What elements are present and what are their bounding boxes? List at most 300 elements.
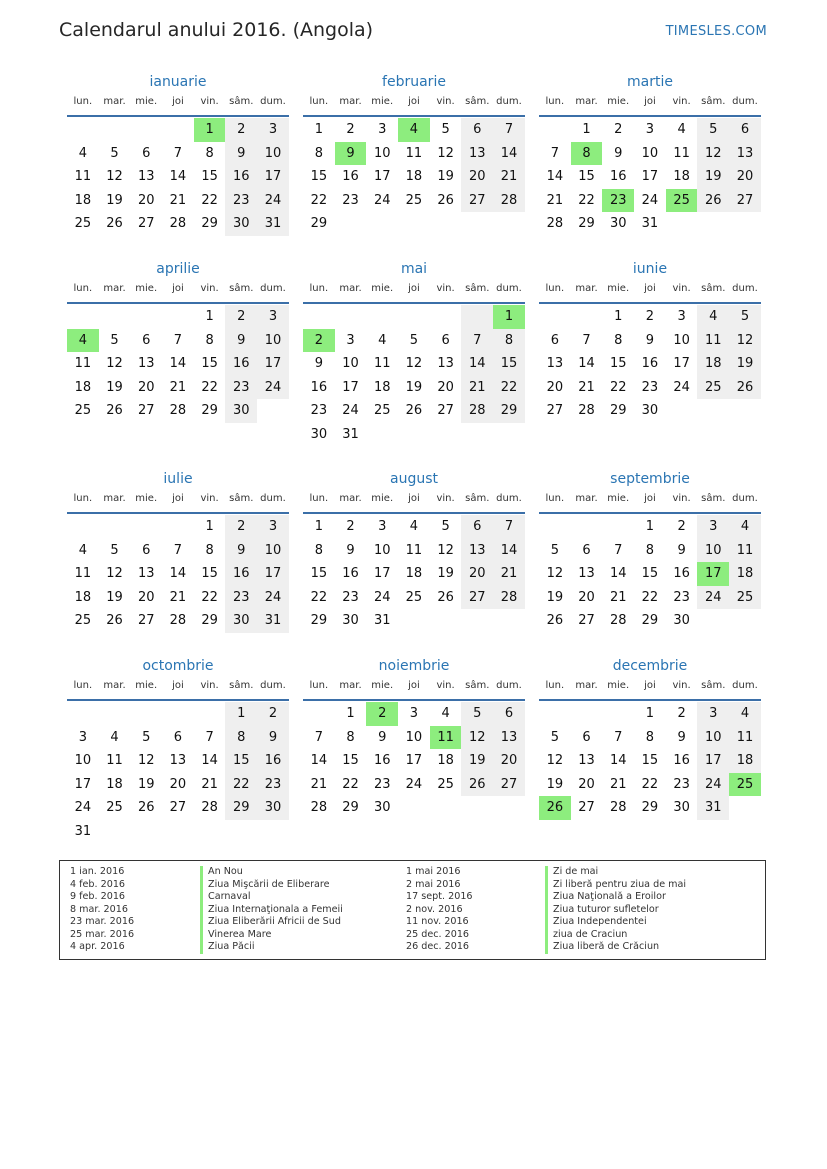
day-cell: 7 — [493, 515, 525, 539]
day-cell: 26 — [546, 613, 564, 628]
day-cell: 15 — [201, 169, 218, 184]
weekday-label: dum. — [732, 680, 758, 691]
day-grid — [67, 515, 289, 633]
weekday-label: sâm. — [229, 283, 254, 294]
day-cell: 1 — [225, 702, 257, 726]
day-cell: 22 — [641, 776, 659, 792]
holiday-day-cell: 1 — [493, 305, 525, 329]
month-name: decembrie — [612, 658, 688, 674]
day-cell: 13 — [493, 726, 525, 750]
weekday-header — [67, 679, 289, 701]
day-cell: 2 — [614, 122, 623, 137]
day-cell: 2 — [257, 702, 289, 726]
weekday-label: sâm. — [701, 96, 726, 107]
day-cell: 21 — [546, 192, 564, 208]
month-decembrie — [539, 657, 761, 820]
day-grid — [539, 702, 761, 820]
weekday-label: vin. — [672, 680, 691, 691]
day-cell: 15 — [342, 753, 359, 768]
day-cell: 30 — [641, 403, 659, 418]
day-cell: 21 — [201, 776, 218, 792]
day-cell: 24 — [373, 192, 391, 208]
day-cell: 5 — [550, 542, 559, 558]
weekday-label: mie. — [607, 493, 630, 504]
empty-day-cell — [571, 515, 603, 539]
day-cell: 21 — [609, 776, 627, 792]
day-cell: 14 — [546, 169, 564, 184]
day-cell: 2 — [645, 309, 655, 324]
day-cell: 22 — [201, 379, 218, 395]
weekday-label: dum. — [260, 680, 286, 691]
holiday-name: Ziua Păcii — [200, 941, 343, 954]
weekday-label: mie. — [371, 493, 394, 504]
day-cell: 6 — [441, 332, 450, 348]
day-cell: 30 — [373, 800, 391, 815]
day-cell: 13 — [137, 356, 155, 371]
holiday-day-cell: 2 — [303, 329, 335, 353]
weekday-label: mar. — [103, 680, 126, 691]
day-cell: 17 — [405, 753, 423, 768]
weekday-label: lun. — [545, 493, 565, 504]
day-cell: 9 — [257, 726, 289, 750]
day-cell: 8 — [645, 542, 655, 558]
page-title: Calendarul anului 2016. (Angola) — [59, 19, 374, 41]
weekday-label: dum. — [496, 96, 522, 107]
day-cell: 22 — [310, 589, 328, 605]
day-cell: 1 — [614, 309, 623, 324]
day-cell: 16 — [673, 753, 690, 768]
day-cell: 22 — [342, 776, 359, 792]
holiday-name: Ziua tuturor sufletelor — [545, 904, 686, 917]
day-cell: 12 — [106, 566, 123, 581]
day-cell: 4 — [729, 515, 761, 539]
day-cell: 1 — [314, 519, 323, 534]
day-cell: 3 — [257, 118, 289, 142]
weekday-header — [539, 679, 761, 701]
day-cell: 10 — [257, 539, 289, 563]
day-cell: 30 — [257, 796, 289, 820]
holiday-day-cell: 17 — [697, 562, 729, 586]
day-cell: 30 — [609, 216, 627, 231]
month-name: februarie — [382, 74, 446, 90]
day-cell: 26 — [461, 773, 493, 797]
day-cell: 19 — [437, 169, 454, 184]
day-cell: 8 — [614, 332, 623, 348]
day-cell: 23 — [225, 376, 257, 400]
weekday-header — [303, 492, 525, 514]
weekday-label: joi — [172, 493, 184, 504]
day-cell: 17 — [373, 566, 391, 581]
holiday-day-cell: 2 — [366, 702, 398, 726]
day-cell: 30 — [225, 399, 257, 423]
day-cell: 29 — [493, 399, 525, 423]
day-cell: 14 — [169, 169, 187, 184]
day-cell: 15 — [310, 169, 328, 184]
day-cell: 8 — [205, 542, 214, 558]
empty-day-cell — [571, 305, 603, 329]
day-cell: 20 — [578, 589, 595, 605]
day-cell: 27 — [493, 773, 525, 797]
day-cell: 13 — [546, 356, 564, 371]
empty-day-cell — [99, 702, 131, 726]
day-cell: 9 — [225, 329, 257, 353]
holiday-date: 25 dec. 2016 — [406, 928, 470, 940]
empty-day-cell — [130, 515, 162, 539]
empty-day-cell — [162, 305, 194, 329]
day-cell: 10 — [342, 356, 359, 371]
empty-day-cell — [130, 305, 162, 329]
weekday-header — [67, 492, 289, 514]
weekday-header — [303, 282, 525, 304]
day-cell: 20 — [546, 379, 564, 395]
weekday-header — [67, 95, 289, 117]
empty-day-cell — [67, 305, 99, 329]
day-cell: 25 — [405, 192, 423, 208]
day-cell: 27 — [546, 403, 564, 418]
day-cell: 29 — [342, 800, 359, 815]
day-cell: 9 — [677, 729, 686, 745]
weekday-label: lun. — [73, 680, 93, 691]
day-cell: 6 — [582, 729, 591, 745]
day-cell: 5 — [142, 729, 151, 745]
day-cell: 19 — [137, 776, 155, 792]
day-cell: 24 — [697, 586, 729, 610]
day-cell: 20 — [461, 165, 493, 189]
weekday-label: dum. — [260, 96, 286, 107]
day-cell: 25 — [405, 589, 423, 605]
month-name: noiembrie — [378, 658, 450, 674]
day-cell: 22 — [493, 376, 525, 400]
day-grid — [67, 305, 289, 423]
day-cell: 30 — [225, 212, 257, 236]
day-cell: 5 — [441, 122, 450, 137]
holiday-date: 1 mai 2016 — [406, 866, 461, 877]
day-cell: 15 — [201, 566, 218, 581]
day-cell: 26 — [697, 189, 729, 213]
day-cell: 11 — [673, 145, 690, 161]
day-cell: 29 — [641, 800, 659, 815]
holiday-names-column-2 — [545, 866, 686, 954]
month-name: aprilie — [156, 261, 200, 277]
holiday-names-column-1 — [200, 866, 343, 954]
day-cell: 18 — [729, 562, 761, 586]
weekday-header — [539, 282, 761, 304]
day-cell: 30 — [225, 609, 257, 633]
day-grid — [303, 305, 525, 446]
month-ianuarie — [67, 73, 289, 236]
day-cell: 14 — [310, 753, 328, 768]
day-grid — [303, 515, 525, 633]
day-cell: 7 — [614, 729, 623, 745]
day-cell: 13 — [461, 539, 493, 563]
day-cell: 7 — [614, 542, 623, 558]
day-cell: 18 — [74, 192, 92, 208]
day-cell: 29 — [310, 216, 328, 231]
weekday-label: mie. — [607, 96, 630, 107]
day-grid — [67, 702, 289, 843]
day-cell: 28 — [461, 399, 493, 423]
day-cell: 5 — [110, 145, 119, 161]
weekday-label: mar. — [339, 493, 362, 504]
day-cell: 16 — [310, 379, 328, 395]
day-cell: 8 — [314, 542, 323, 558]
day-cell: 21 — [310, 776, 328, 792]
holiday-legend — [59, 860, 766, 960]
day-cell: 5 — [110, 332, 119, 348]
day-cell: 25 — [437, 776, 454, 792]
weekday-label: lun. — [309, 283, 329, 294]
weekday-label: mie. — [371, 96, 394, 107]
holiday-name: ziua de Craciun — [545, 929, 686, 942]
weekday-label: joi — [172, 96, 184, 107]
weekday-label: joi — [644, 96, 656, 107]
day-cell: 11 — [373, 356, 391, 371]
day-grid — [303, 118, 525, 236]
day-cell: 11 — [729, 726, 761, 750]
weekday-header — [539, 95, 761, 117]
holiday-day-cell: 9 — [335, 142, 367, 166]
day-cell: 19 — [461, 749, 493, 773]
weekday-label: vin. — [200, 96, 219, 107]
weekday-label: mie. — [135, 283, 158, 294]
day-cell: 24 — [405, 776, 423, 792]
weekday-label: lun. — [73, 283, 93, 294]
day-cell: 10 — [257, 142, 289, 166]
brand-link[interactable]: TIMESLES.COM — [665, 24, 767, 39]
weekday-label: dum. — [732, 96, 758, 107]
weekday-label: vin. — [436, 493, 455, 504]
day-cell: 26 — [437, 192, 454, 208]
day-cell: 4 — [697, 305, 729, 329]
day-cell: 25 — [729, 586, 761, 610]
day-cell: 31 — [257, 212, 289, 236]
day-cell: 9 — [314, 356, 323, 371]
day-cell: 11 — [729, 539, 761, 563]
month-iulie — [67, 470, 289, 633]
day-cell: 19 — [697, 165, 729, 189]
empty-day-cell — [303, 305, 335, 329]
weekday-label: joi — [408, 493, 420, 504]
day-cell: 26 — [106, 403, 123, 418]
day-cell: 31 — [641, 216, 659, 231]
day-cell: 29 — [578, 216, 595, 231]
weekday-label: mar. — [339, 96, 362, 107]
weekday-label: lun. — [545, 96, 565, 107]
day-cell: 10 — [373, 145, 391, 161]
empty-day-cell — [430, 305, 462, 329]
day-cell: 22 — [201, 589, 218, 605]
day-cell: 6 — [582, 542, 591, 558]
day-cell: 8 — [205, 145, 214, 161]
day-cell: 31 — [697, 796, 729, 820]
day-cell: 28 — [578, 403, 595, 418]
empty-day-cell — [398, 305, 430, 329]
empty-day-cell — [335, 305, 367, 329]
day-cell: 2 — [225, 305, 257, 329]
day-cell: 2 — [677, 519, 686, 534]
empty-day-cell — [99, 118, 131, 142]
day-cell: 5 — [110, 542, 119, 558]
day-cell: 29 — [225, 796, 257, 820]
month-name: mai — [400, 261, 428, 277]
day-cell: 22 — [310, 192, 328, 208]
day-cell: 19 — [729, 352, 761, 376]
empty-day-cell — [130, 118, 162, 142]
day-cell: 16 — [342, 169, 359, 184]
day-cell: 16 — [225, 562, 257, 586]
day-cell: 10 — [257, 329, 289, 353]
day-cell: 19 — [437, 566, 454, 581]
day-cell: 28 — [201, 800, 218, 815]
day-cell: 13 — [437, 356, 454, 371]
day-cell: 19 — [106, 192, 123, 208]
day-cell: 12 — [697, 142, 729, 166]
day-cell: 22 — [201, 192, 218, 208]
weekday-header — [67, 282, 289, 304]
day-cell: 18 — [106, 776, 123, 792]
empty-day-cell — [99, 515, 131, 539]
day-cell: 10 — [74, 753, 92, 768]
day-cell: 13 — [461, 142, 493, 166]
day-cell: 28 — [546, 216, 564, 231]
day-cell: 14 — [169, 356, 187, 371]
day-cell: 5 — [409, 332, 419, 348]
day-cell: 4 — [78, 542, 87, 558]
day-cell: 31 — [373, 613, 391, 628]
holiday-day-cell: 23 — [602, 189, 634, 213]
weekday-label: joi — [408, 96, 420, 107]
day-cell: 6 — [461, 515, 493, 539]
holiday-date: 2 nov. 2016 — [406, 903, 463, 915]
day-cell: 7 — [550, 145, 559, 161]
day-cell: 17 — [342, 379, 359, 395]
day-cell: 15 — [310, 566, 328, 581]
day-cell: 1 — [205, 519, 214, 534]
day-cell: 30 — [673, 800, 690, 815]
day-grid — [303, 702, 525, 820]
day-cell: 21 — [169, 589, 187, 605]
day-cell: 9 — [614, 145, 623, 161]
holiday-name: Ziua Internaţionala a Femeii — [200, 904, 343, 917]
day-cell: 16 — [609, 169, 627, 184]
day-cell: 17 — [673, 356, 690, 371]
holiday-name: Ziua Mişcării de Eliberare — [200, 879, 343, 892]
weekday-label: vin. — [672, 96, 691, 107]
day-cell: 8 — [314, 145, 323, 161]
holiday-date: 2 mai 2016 — [406, 878, 461, 890]
day-cell: 7 — [314, 729, 323, 745]
weekday-label: lun. — [73, 493, 93, 504]
day-cell: 17 — [74, 776, 92, 792]
weekday-label: vin. — [200, 283, 219, 294]
day-cell: 4 — [78, 145, 87, 161]
day-cell: 16 — [373, 753, 391, 768]
weekday-label: dum. — [496, 493, 522, 504]
day-cell: 27 — [729, 189, 761, 213]
day-cell: 12 — [437, 542, 454, 558]
weekday-label: joi — [644, 283, 656, 294]
month-martie — [539, 73, 761, 236]
day-cell: 22 — [225, 773, 257, 797]
empty-day-cell — [67, 118, 99, 142]
empty-day-cell — [130, 702, 162, 726]
day-cell: 12 — [546, 753, 564, 768]
day-cell: 20 — [461, 562, 493, 586]
weekday-header — [303, 679, 525, 701]
day-cell: 3 — [257, 305, 289, 329]
day-cell: 31 — [257, 609, 289, 633]
weekday-label: dum. — [732, 493, 758, 504]
weekday-label: joi — [644, 493, 656, 504]
day-cell: 7 — [493, 118, 525, 142]
empty-day-cell — [539, 118, 571, 142]
weekday-label: joi — [172, 680, 184, 691]
day-cell: 17 — [257, 562, 289, 586]
day-cell: 11 — [405, 145, 423, 161]
day-cell: 12 — [137, 753, 155, 768]
day-cell: 9 — [346, 542, 355, 558]
day-cell: 31 — [74, 823, 92, 839]
weekday-label: mie. — [607, 283, 630, 294]
day-cell: 15 — [578, 169, 595, 184]
day-cell: 10 — [697, 539, 729, 563]
day-cell: 23 — [225, 586, 257, 610]
weekday-label: vin. — [200, 680, 219, 691]
day-cell: 13 — [729, 142, 761, 166]
day-cell: 11 — [74, 169, 92, 184]
day-cell: 23 — [310, 403, 328, 418]
day-cell: 6 — [173, 729, 183, 745]
empty-day-cell — [162, 515, 194, 539]
day-cell: 6 — [550, 332, 559, 348]
day-cell: 13 — [578, 753, 595, 768]
day-cell: 18 — [697, 352, 729, 376]
day-cell: 25 — [74, 613, 92, 628]
day-cell: 20 — [578, 776, 595, 792]
day-cell: 24 — [342, 403, 359, 418]
day-cell: 25 — [697, 376, 729, 400]
month-august — [303, 470, 525, 633]
weekday-label: joi — [644, 680, 656, 691]
day-cell: 1 — [346, 706, 355, 721]
holiday-date: 25 mar. 2016 — [70, 928, 135, 940]
day-grid — [67, 118, 289, 236]
weekday-label: joi — [172, 283, 184, 294]
day-cell: 13 — [169, 753, 187, 768]
day-cell: 14 — [201, 753, 218, 768]
holiday-date: 4 feb. 2016 — [70, 878, 126, 890]
day-cell: 27 — [137, 216, 155, 231]
day-cell: 20 — [169, 776, 187, 792]
day-cell: 3 — [257, 515, 289, 539]
weekday-label: vin. — [436, 283, 455, 294]
day-cell: 24 — [373, 589, 391, 605]
day-cell: 7 — [461, 329, 493, 353]
weekday-label: mar. — [575, 283, 598, 294]
day-cell: 1 — [645, 519, 655, 534]
day-cell: 8 — [205, 332, 214, 348]
day-cell: 29 — [609, 403, 627, 418]
day-cell: 24 — [673, 379, 690, 395]
day-cell: 21 — [169, 379, 187, 395]
day-cell: 12 — [405, 356, 423, 371]
weekday-label: dum. — [496, 680, 522, 691]
day-cell: 16 — [225, 352, 257, 376]
day-cell: 28 — [169, 613, 187, 628]
day-cell: 10 — [697, 726, 729, 750]
day-cell: 13 — [137, 566, 155, 581]
day-cell: 8 — [645, 729, 655, 745]
